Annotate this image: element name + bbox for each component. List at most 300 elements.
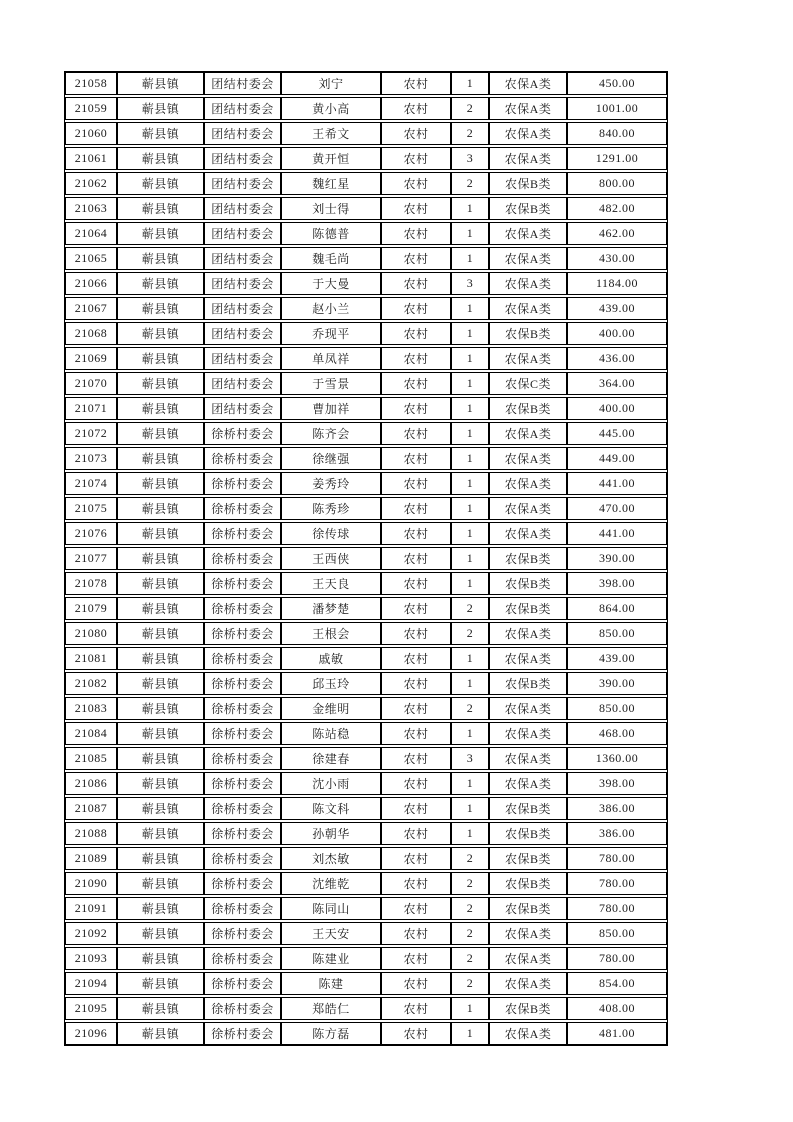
- person-count-cell: 1: [452, 323, 490, 344]
- town-cell: 蕲县镇: [118, 898, 205, 919]
- town-cell: 蕲县镇: [118, 598, 205, 619]
- person-name-cell: 于雪景: [282, 373, 382, 394]
- person-name-cell: 王西侠: [282, 548, 382, 569]
- amount-cell: 780.00: [599, 951, 635, 965]
- town-cell: 蕲县镇: [118, 973, 205, 994]
- village-committee-cell: 徐桥村委会: [205, 448, 282, 469]
- village-committee-cell: 团结村委会: [205, 248, 282, 269]
- town-cell: 蕲县镇: [118, 298, 205, 319]
- amount-cell: 1360.00: [595, 751, 639, 765]
- insurance-category-cell: 农保B类: [490, 673, 568, 694]
- residence-type-cell: 农村: [382, 273, 452, 294]
- residence-type-cell: 农村: [382, 798, 452, 819]
- insurance-category-cell: 农保B类: [490, 823, 568, 844]
- town-cell: 蕲县镇: [118, 498, 205, 519]
- amount-cell: 436.00: [599, 351, 635, 365]
- village-committee-cell: 徐桥村委会: [205, 423, 282, 444]
- person-name-cell: 陈齐会: [282, 423, 382, 444]
- record-number-cell: 21084: [66, 723, 118, 744]
- record-number-cell: 21063: [66, 198, 118, 219]
- town-cell: 蕲县镇: [118, 623, 205, 644]
- residence-type-cell: 农村: [382, 648, 452, 669]
- table-row: [65, 472, 667, 495]
- record-number-cell: 21062: [66, 173, 118, 194]
- person-name-cell: 姜秀玲: [282, 473, 382, 494]
- town-cell: 蕲县镇: [118, 698, 205, 719]
- village-committee-cell: 团结村委会: [205, 373, 282, 394]
- insurance-category-cell: 农保B类: [490, 898, 568, 919]
- amount-cell: 840.00: [599, 126, 635, 140]
- record-number-cell: 21070: [66, 373, 118, 394]
- person-name-cell: 郑皓仁: [282, 998, 382, 1019]
- person-name-cell: 潘梦楚: [282, 598, 382, 619]
- person-name-cell: 陈方磊: [282, 1023, 382, 1044]
- town-cell: 蕲县镇: [118, 248, 205, 269]
- insurance-category-cell: 农保A类: [490, 498, 568, 519]
- table-row: [65, 297, 667, 320]
- person-count-cell: 1: [452, 248, 490, 269]
- record-number-cell: 21086: [66, 773, 118, 794]
- amount-cell: 398.00: [599, 576, 635, 590]
- record-number-cell: 21071: [66, 398, 118, 419]
- village-committee-cell: 徐桥村委会: [205, 948, 282, 969]
- village-committee-cell: 徐桥村委会: [205, 848, 282, 869]
- table-row: [65, 822, 667, 845]
- amount-cell: 780.00: [599, 876, 635, 890]
- person-count-cell: 2: [452, 173, 490, 194]
- person-name-cell: 赵小兰: [282, 298, 382, 319]
- record-number-cell: 21088: [66, 823, 118, 844]
- amount-cell: 1001.00: [595, 101, 639, 115]
- table-row: [65, 347, 667, 370]
- insurance-category-cell: 农保B类: [490, 173, 568, 194]
- residence-type-cell: 农村: [382, 423, 452, 444]
- record-number-cell: 21089: [66, 848, 118, 869]
- person-name-cell: 曹加祥: [282, 398, 382, 419]
- person-name-cell: 陈建: [282, 973, 382, 994]
- record-number-cell: 21059: [66, 98, 118, 119]
- insurance-category-cell: 农保A类: [490, 723, 568, 744]
- insurance-category-cell: 农保A类: [490, 223, 568, 244]
- table-row: [65, 597, 667, 620]
- person-name-cell: 刘宁: [282, 73, 382, 94]
- person-name-cell: 沈小雨: [282, 773, 382, 794]
- record-number-cell: 21083: [66, 698, 118, 719]
- table-row: [65, 647, 667, 670]
- insurance-category-cell: 农保A类: [490, 348, 568, 369]
- person-name-cell: 王天安: [282, 923, 382, 944]
- person-count-cell: 1: [452, 473, 490, 494]
- town-cell: 蕲县镇: [118, 148, 205, 169]
- person-name-cell: 陈秀珍: [282, 498, 382, 519]
- record-number-cell: 21064: [66, 223, 118, 244]
- person-name-cell: 于大曼: [282, 273, 382, 294]
- table-row: [65, 747, 667, 770]
- record-number-cell: 21061: [66, 148, 118, 169]
- record-number-cell: 21091: [66, 898, 118, 919]
- record-number-cell: 21069: [66, 348, 118, 369]
- amount-cell: 470.00: [599, 501, 635, 515]
- table-row: [65, 172, 667, 195]
- residence-type-cell: 农村: [382, 473, 452, 494]
- village-committee-cell: 徐桥村委会: [205, 698, 282, 719]
- table-row: [65, 997, 667, 1020]
- person-name-cell: 陈建业: [282, 948, 382, 969]
- amount-cell: 364.00: [599, 376, 635, 390]
- insurance-category-cell: 农保B类: [490, 798, 568, 819]
- amount-cell: 439.00: [599, 651, 635, 665]
- person-name-cell: 刘杰敏: [282, 848, 382, 869]
- residence-type-cell: 农村: [382, 73, 452, 94]
- table-row: [65, 847, 667, 870]
- village-committee-cell: 徐桥村委会: [205, 773, 282, 794]
- table-row: [65, 197, 667, 220]
- person-count-cell: 1: [452, 198, 490, 219]
- village-committee-cell: 徐桥村委会: [205, 648, 282, 669]
- insurance-category-cell: 农保A类: [490, 423, 568, 444]
- town-cell: 蕲县镇: [118, 798, 205, 819]
- record-number-cell: 21096: [66, 1023, 118, 1044]
- record-number-cell: 21073: [66, 448, 118, 469]
- amount-cell: 850.00: [599, 626, 635, 640]
- record-number-cell: 21068: [66, 323, 118, 344]
- person-count-cell: 1: [452, 1023, 490, 1044]
- table-row: [65, 547, 667, 570]
- person-name-cell: 沈维乾: [282, 873, 382, 894]
- town-cell: 蕲县镇: [118, 398, 205, 419]
- person-name-cell: 孙朝华: [282, 823, 382, 844]
- insurance-category-cell: 农保A类: [490, 248, 568, 269]
- person-name-cell: 陈德普: [282, 223, 382, 244]
- amount-cell: 386.00: [599, 826, 635, 840]
- record-number-cell: 21092: [66, 923, 118, 944]
- residence-type-cell: 农村: [382, 848, 452, 869]
- table-row: [65, 147, 667, 170]
- person-count-cell: 3: [452, 148, 490, 169]
- amount-cell: 864.00: [599, 601, 635, 615]
- insurance-category-cell: 农保A类: [490, 698, 568, 719]
- amount-cell: 439.00: [599, 301, 635, 315]
- residence-type-cell: 农村: [382, 198, 452, 219]
- person-name-cell: 邱玉玲: [282, 673, 382, 694]
- town-cell: 蕲县镇: [118, 373, 205, 394]
- person-name-cell: 金维明: [282, 698, 382, 719]
- insurance-category-cell: 农保C类: [490, 373, 568, 394]
- person-count-cell: 2: [452, 973, 490, 994]
- residence-type-cell: 农村: [382, 123, 452, 144]
- person-count-cell: 3: [452, 273, 490, 294]
- record-number-cell: 21066: [66, 273, 118, 294]
- residence-type-cell: 农村: [382, 823, 452, 844]
- table-row: [65, 422, 667, 445]
- residence-type-cell: 农村: [382, 373, 452, 394]
- residence-type-cell: 农村: [382, 298, 452, 319]
- town-cell: 蕲县镇: [118, 748, 205, 769]
- record-number-cell: 21060: [66, 123, 118, 144]
- table-row: [65, 972, 667, 995]
- insurance-category-cell: 农保A类: [490, 948, 568, 969]
- village-committee-cell: 团结村委会: [205, 223, 282, 244]
- insurance-category-cell: 农保B类: [490, 998, 568, 1019]
- record-number-cell: 21080: [66, 623, 118, 644]
- record-number-cell: 21076: [66, 523, 118, 544]
- insurance-category-cell: 农保B类: [490, 323, 568, 344]
- table-row: [65, 622, 667, 645]
- table-row: [65, 897, 667, 920]
- village-committee-cell: 团结村委会: [205, 323, 282, 344]
- residence-type-cell: 农村: [382, 948, 452, 969]
- table-row: [65, 247, 667, 270]
- village-committee-cell: 徐桥村委会: [205, 798, 282, 819]
- table-row: [65, 922, 667, 945]
- record-number-cell: 21085: [66, 748, 118, 769]
- village-committee-cell: 徐桥村委会: [205, 998, 282, 1019]
- person-count-cell: 1: [452, 398, 490, 419]
- table-row: [65, 947, 667, 970]
- village-committee-cell: 徐桥村委会: [205, 723, 282, 744]
- town-cell: 蕲县镇: [118, 823, 205, 844]
- residence-type-cell: 农村: [382, 223, 452, 244]
- table-row: [65, 272, 667, 295]
- record-number-cell: 21094: [66, 973, 118, 994]
- table-row: [65, 572, 667, 595]
- table-row: [65, 772, 667, 795]
- record-number-cell: 21067: [66, 298, 118, 319]
- town-cell: 蕲县镇: [118, 348, 205, 369]
- person-count-cell: 1: [452, 448, 490, 469]
- insurance-category-cell: 农保B类: [490, 848, 568, 869]
- amount-cell: 408.00: [599, 1001, 635, 1015]
- residence-type-cell: 农村: [382, 923, 452, 944]
- insurance-category-cell: 农保A类: [490, 523, 568, 544]
- person-name-cell: 魏毛尚: [282, 248, 382, 269]
- person-count-cell: 1: [452, 773, 490, 794]
- town-cell: 蕲县镇: [118, 273, 205, 294]
- town-cell: 蕲县镇: [118, 998, 205, 1019]
- residence-type-cell: 农村: [382, 1023, 452, 1044]
- residence-type-cell: 农村: [382, 748, 452, 769]
- residence-type-cell: 农村: [382, 673, 452, 694]
- record-number-cell: 21093: [66, 948, 118, 969]
- town-cell: 蕲县镇: [118, 773, 205, 794]
- person-name-cell: 徐建春: [282, 748, 382, 769]
- town-cell: 蕲县镇: [118, 523, 205, 544]
- residence-type-cell: 农村: [382, 598, 452, 619]
- village-committee-cell: 徐桥村委会: [205, 873, 282, 894]
- insurance-category-cell: 农保A类: [490, 1023, 568, 1044]
- record-number-cell: 21074: [66, 473, 118, 494]
- village-committee-cell: 徐桥村委会: [205, 923, 282, 944]
- amount-cell: 398.00: [599, 776, 635, 790]
- person-count-cell: 1: [452, 373, 490, 394]
- person-count-cell: 3: [452, 748, 490, 769]
- town-cell: 蕲县镇: [118, 548, 205, 569]
- person-count-cell: 1: [452, 798, 490, 819]
- town-cell: 蕲县镇: [118, 198, 205, 219]
- person-count-cell: 2: [452, 598, 490, 619]
- residence-type-cell: 农村: [382, 448, 452, 469]
- person-count-cell: 1: [452, 523, 490, 544]
- village-committee-cell: 徐桥村委会: [205, 498, 282, 519]
- record-number-cell: 21078: [66, 573, 118, 594]
- insurance-category-cell: 农保A类: [490, 923, 568, 944]
- rural-insurance-subsidy-table: [64, 71, 668, 1046]
- village-committee-cell: 团结村委会: [205, 298, 282, 319]
- insurance-category-cell: 农保A类: [490, 98, 568, 119]
- table-row: [65, 122, 667, 145]
- table-row: [65, 797, 667, 820]
- table-row: [65, 1022, 667, 1045]
- village-committee-cell: 徐桥村委会: [205, 573, 282, 594]
- village-committee-cell: 徐桥村委会: [205, 823, 282, 844]
- insurance-category-cell: 农保B类: [490, 548, 568, 569]
- town-cell: 蕲县镇: [118, 448, 205, 469]
- residence-type-cell: 农村: [382, 573, 452, 594]
- person-count-cell: 1: [452, 423, 490, 444]
- person-count-cell: 2: [452, 848, 490, 869]
- person-count-cell: 1: [452, 723, 490, 744]
- person-name-cell: 黄开恒: [282, 148, 382, 169]
- insurance-category-cell: 农保A类: [490, 748, 568, 769]
- village-committee-cell: 团结村委会: [205, 398, 282, 419]
- amount-cell: 780.00: [599, 851, 635, 865]
- village-committee-cell: 徐桥村委会: [205, 898, 282, 919]
- person-count-cell: 1: [452, 498, 490, 519]
- person-name-cell: 陈文科: [282, 798, 382, 819]
- residence-type-cell: 农村: [382, 998, 452, 1019]
- amount-cell: 390.00: [599, 551, 635, 565]
- village-committee-cell: 徐桥村委会: [205, 623, 282, 644]
- insurance-category-cell: 农保A类: [490, 623, 568, 644]
- village-committee-cell: 团结村委会: [205, 73, 282, 94]
- record-number-cell: 21072: [66, 423, 118, 444]
- insurance-category-cell: 农保B类: [490, 198, 568, 219]
- person-name-cell: 单凤祥: [282, 348, 382, 369]
- village-committee-cell: 徐桥村委会: [205, 598, 282, 619]
- person-count-cell: 1: [452, 648, 490, 669]
- person-name-cell: 乔现平: [282, 323, 382, 344]
- amount-cell: 441.00: [599, 526, 635, 540]
- person-count-cell: 1: [452, 73, 490, 94]
- village-committee-cell: 徐桥村委会: [205, 473, 282, 494]
- residence-type-cell: 农村: [382, 548, 452, 569]
- insurance-category-cell: 农保A类: [490, 973, 568, 994]
- insurance-category-cell: 农保A类: [490, 473, 568, 494]
- village-committee-cell: 团结村委会: [205, 173, 282, 194]
- person-name-cell: 陈站稳: [282, 723, 382, 744]
- record-number-cell: 21087: [66, 798, 118, 819]
- person-count-cell: 2: [452, 923, 490, 944]
- insurance-category-cell: 农保A类: [490, 298, 568, 319]
- record-number-cell: 21095: [66, 998, 118, 1019]
- person-name-cell: 魏红星: [282, 173, 382, 194]
- person-count-cell: 1: [452, 223, 490, 244]
- person-count-cell: 1: [452, 348, 490, 369]
- village-committee-cell: 团结村委会: [205, 123, 282, 144]
- person-name-cell: 黄小高: [282, 98, 382, 119]
- record-number-cell: 21065: [66, 248, 118, 269]
- insurance-category-cell: 农保A类: [490, 648, 568, 669]
- town-cell: 蕲县镇: [118, 923, 205, 944]
- town-cell: 蕲县镇: [118, 98, 205, 119]
- town-cell: 蕲县镇: [118, 323, 205, 344]
- person-count-cell: 2: [452, 98, 490, 119]
- town-cell: 蕲县镇: [118, 873, 205, 894]
- residence-type-cell: 农村: [382, 698, 452, 719]
- person-count-cell: 2: [452, 873, 490, 894]
- insurance-category-cell: 农保B类: [490, 873, 568, 894]
- residence-type-cell: 农村: [382, 523, 452, 544]
- insurance-category-cell: 农保B类: [490, 398, 568, 419]
- person-name-cell: 王希文: [282, 123, 382, 144]
- table-row: [65, 497, 667, 520]
- town-cell: 蕲县镇: [118, 73, 205, 94]
- village-committee-cell: 徐桥村委会: [205, 673, 282, 694]
- person-count-cell: 1: [452, 548, 490, 569]
- amount-cell: 1184.00: [595, 276, 639, 290]
- table-row: [65, 697, 667, 720]
- amount-cell: 481.00: [599, 1026, 635, 1040]
- record-number-cell: 21077: [66, 548, 118, 569]
- residence-type-cell: 农村: [382, 148, 452, 169]
- town-cell: 蕲县镇: [118, 573, 205, 594]
- residence-type-cell: 农村: [382, 248, 452, 269]
- table-row: [65, 722, 667, 745]
- residence-type-cell: 农村: [382, 898, 452, 919]
- residence-type-cell: 农村: [382, 973, 452, 994]
- residence-type-cell: 农村: [382, 623, 452, 644]
- town-cell: 蕲县镇: [118, 723, 205, 744]
- record-number-cell: 21090: [66, 873, 118, 894]
- residence-type-cell: 农村: [382, 723, 452, 744]
- town-cell: 蕲县镇: [118, 173, 205, 194]
- person-name-cell: 戚敏: [282, 648, 382, 669]
- town-cell: 蕲县镇: [118, 1023, 205, 1044]
- village-committee-cell: 徐桥村委会: [205, 548, 282, 569]
- amount-cell: 386.00: [599, 801, 635, 815]
- amount-cell: 449.00: [599, 451, 635, 465]
- amount-cell: 780.00: [599, 901, 635, 915]
- record-number-cell: 21082: [66, 673, 118, 694]
- insurance-category-cell: 农保A类: [490, 773, 568, 794]
- amount-cell: 441.00: [599, 476, 635, 490]
- residence-type-cell: 农村: [382, 773, 452, 794]
- residence-type-cell: 农村: [382, 173, 452, 194]
- amount-cell: 400.00: [599, 326, 635, 340]
- table-row: [65, 672, 667, 695]
- table-row: [65, 72, 667, 95]
- residence-type-cell: 农村: [382, 873, 452, 894]
- amount-cell: 462.00: [599, 226, 635, 240]
- village-committee-cell: 团结村委会: [205, 148, 282, 169]
- table-row: [65, 222, 667, 245]
- person-count-cell: 1: [452, 573, 490, 594]
- village-committee-cell: 徐桥村委会: [205, 1023, 282, 1044]
- insurance-category-cell: 农保A类: [490, 273, 568, 294]
- amount-cell: 482.00: [599, 201, 635, 215]
- person-name-cell: 徐传球: [282, 523, 382, 544]
- person-name-cell: 王天良: [282, 573, 382, 594]
- table-row: [65, 872, 667, 895]
- person-count-cell: 1: [452, 298, 490, 319]
- town-cell: 蕲县镇: [118, 848, 205, 869]
- person-count-cell: 1: [452, 673, 490, 694]
- village-committee-cell: 徐桥村委会: [205, 973, 282, 994]
- town-cell: 蕲县镇: [118, 948, 205, 969]
- town-cell: 蕲县镇: [118, 423, 205, 444]
- table-row: [65, 372, 667, 395]
- record-number-cell: 21058: [66, 73, 118, 94]
